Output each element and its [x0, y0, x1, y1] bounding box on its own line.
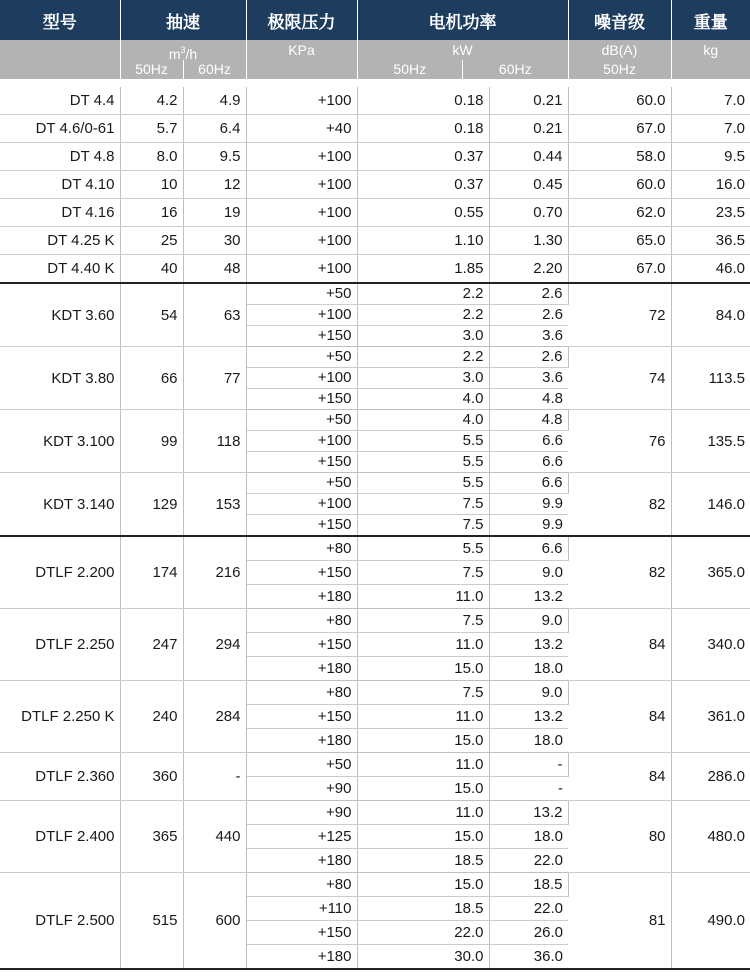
model-cell: DTLF 2.360 [0, 753, 120, 801]
unit-row [0, 40, 750, 79]
power-60hz-cell: 13.2 [489, 705, 568, 729]
pressure-cell: +150 [246, 705, 357, 729]
power-60hz-cell: 9.9 [489, 494, 568, 515]
table-row [0, 410, 750, 431]
power-50hz-cell: 7.5 [357, 515, 489, 537]
model-cell: DT 4.25 K [0, 227, 120, 255]
power-50hz-cell: 11.0 [357, 753, 489, 777]
pressure-cell: +90 [246, 801, 357, 825]
speed-60hz-cell: 19 [183, 199, 246, 227]
pressure-cell: +150 [246, 921, 357, 945]
table-row [0, 536, 750, 561]
power-50hz-cell: 15.0 [357, 777, 489, 801]
speed-50hz-cell: 515 [120, 873, 183, 970]
noise-cell: 84 [568, 753, 671, 801]
header-power: 电机功率 [357, 0, 568, 40]
power-60hz-cell: - [489, 777, 568, 801]
power-50hz-cell: 22.0 [357, 921, 489, 945]
pressure-cell: +100 [246, 199, 357, 227]
pressure-cell: +80 [246, 681, 357, 705]
power-50hz-cell: 7.5 [357, 494, 489, 515]
power-60hz-cell: 22.0 [489, 897, 568, 921]
power-60hz-cell: 2.6 [489, 283, 568, 305]
table-row [0, 87, 750, 115]
power-50hz-cell: 15.0 [357, 825, 489, 849]
model-cell: DT 4.8 [0, 143, 120, 171]
power-60hz-cell: 4.8 [489, 410, 568, 431]
noise-cell: 74 [568, 347, 671, 410]
header-pressure: 极限压力 [246, 0, 357, 40]
noise-cell: 84 [568, 681, 671, 753]
power-60hz-cell: 0.21 [489, 115, 568, 143]
table-row [0, 873, 750, 897]
power-60hz-cell: 2.6 [489, 305, 568, 326]
header-weight: 重量 [671, 0, 750, 40]
speed-60hz-cell: 118 [183, 410, 246, 473]
model-cell: DTLF 2.250 [0, 609, 120, 681]
power-60hz-cell: 9.0 [489, 681, 568, 705]
model-cell: DT 4.4 [0, 87, 120, 115]
pressure-cell: +100 [246, 143, 357, 171]
table-row [0, 347, 750, 368]
power-60hz-cell: 2.20 [489, 255, 568, 284]
power-60hz-cell: 6.6 [489, 431, 568, 452]
model-cell: DTLF 2.400 [0, 801, 120, 873]
power-50hz-cell: 5.5 [357, 473, 489, 494]
power-50hz-cell: 3.0 [357, 368, 489, 389]
unit-power: kW 50Hz 60Hz [357, 40, 568, 79]
power-50hz-cell: 15.0 [357, 657, 489, 681]
weight-cell: 16.0 [671, 171, 750, 199]
noise-cell: 82 [568, 473, 671, 537]
weight-cell: 340.0 [671, 609, 750, 681]
speed-50hz-label: 50Hz [135, 61, 168, 77]
power-60hz-cell: 0.70 [489, 199, 568, 227]
model-cell: DT 4.6/0-61 [0, 115, 120, 143]
speed-60hz-cell: 153 [183, 473, 246, 537]
power-60hz-cell: 0.21 [489, 87, 568, 115]
power-60hz-cell: 36.0 [489, 945, 568, 970]
table-row [0, 473, 750, 494]
header-speed: 抽速 [120, 0, 246, 40]
power-60hz-cell: 4.8 [489, 389, 568, 410]
power-50hz-cell: 2.2 [357, 347, 489, 368]
noise-cell: 67.0 [568, 115, 671, 143]
table-row [0, 115, 750, 143]
weight-cell: 36.5 [671, 227, 750, 255]
power-50hz-cell: 11.0 [357, 633, 489, 657]
speed-50hz-cell: 99 [120, 410, 183, 473]
power-50hz-cell: 3.0 [357, 326, 489, 347]
power-50hz-cell: 18.5 [357, 897, 489, 921]
speed-60hz-cell: 294 [183, 609, 246, 681]
pressure-cell: +50 [246, 410, 357, 431]
power-60hz-cell: 3.6 [489, 368, 568, 389]
noise-cell: 72 [568, 283, 671, 347]
pressure-cell: +50 [246, 347, 357, 368]
power-50hz-cell: 5.5 [357, 452, 489, 473]
power-60hz-cell: 18.0 [489, 657, 568, 681]
speed-60hz-cell: 12 [183, 171, 246, 199]
weight-cell: 146.0 [671, 473, 750, 537]
power-50hz-cell: 7.5 [357, 681, 489, 705]
power-50hz-cell: 11.0 [357, 705, 489, 729]
power-60hz-cell: 0.45 [489, 171, 568, 199]
pressure-cell: +100 [246, 255, 357, 284]
weight-cell: 113.5 [671, 347, 750, 410]
weight-cell: 23.5 [671, 199, 750, 227]
power-50hz-cell: 0.18 [357, 87, 489, 115]
power-60hz-cell: 6.6 [489, 473, 568, 494]
unit-speed: $m^3/h$ 50Hz 60Hz [120, 40, 246, 79]
weight-cell: 480.0 [671, 801, 750, 873]
pressure-cell: +80 [246, 609, 357, 633]
header-noise: 噪音级 [568, 0, 671, 40]
power-50hz-cell: 2.2 [357, 305, 489, 326]
speed-50hz-cell: 365 [120, 801, 183, 873]
weight-cell: 84.0 [671, 283, 750, 347]
weight-cell: 46.0 [671, 255, 750, 284]
pressure-cell: +150 [246, 326, 357, 347]
power-60hz-cell: 9.0 [489, 609, 568, 633]
power-60hz-cell: 0.44 [489, 143, 568, 171]
power-50hz-cell: 0.37 [357, 171, 489, 199]
noise-cell: 67.0 [568, 255, 671, 284]
unit-noise: dB(A) 50Hz [568, 40, 671, 79]
pressure-cell: +50 [246, 753, 357, 777]
table-row [0, 801, 750, 825]
power-60hz-cell: 9.0 [489, 561, 568, 585]
pressure-cell: +110 [246, 897, 357, 921]
model-cell: DTLF 2.200 [0, 536, 120, 609]
speed-60hz-cell: 30 [183, 227, 246, 255]
power-50hz-cell: 11.0 [357, 801, 489, 825]
power-60hz-cell: 6.6 [489, 452, 568, 473]
power-50hz-cell: 0.18 [357, 115, 489, 143]
speed-60hz-cell: 77 [183, 347, 246, 410]
weight-cell: 9.5 [671, 143, 750, 171]
table-row [0, 171, 750, 199]
table-row [0, 609, 750, 633]
noise-cell: 60.0 [568, 87, 671, 115]
pressure-cell: +80 [246, 536, 357, 561]
speed-50hz-cell: 240 [120, 681, 183, 753]
pressure-cell: +100 [246, 431, 357, 452]
power-60hz-cell: 9.9 [489, 515, 568, 537]
speed-50hz-cell: 174 [120, 536, 183, 609]
pressure-cell: +150 [246, 633, 357, 657]
power-50hz-cell: 1.85 [357, 255, 489, 284]
weight-cell: 286.0 [671, 753, 750, 801]
speed-50hz-cell: 25 [120, 227, 183, 255]
pressure-cell: +100 [246, 305, 357, 326]
power-50hz-cell: 4.0 [357, 389, 489, 410]
pressure-cell: +150 [246, 452, 357, 473]
power-60hz-cell: 18.0 [489, 825, 568, 849]
header-model: 型号 [0, 0, 120, 40]
noise-cell: 65.0 [568, 227, 671, 255]
speed-60hz-cell: 6.4 [183, 115, 246, 143]
model-cell: DT 4.16 [0, 199, 120, 227]
power-50hz-cell: 7.5 [357, 609, 489, 633]
pressure-cell: +100 [246, 494, 357, 515]
pressure-cell: +180 [246, 729, 357, 753]
power-50hz-cell: 15.0 [357, 729, 489, 753]
power-60hz-cell: 6.6 [489, 536, 568, 561]
table-row [0, 681, 750, 705]
unit-model [0, 40, 120, 79]
table-row [0, 199, 750, 227]
power-50hz-cell: 5.5 [357, 431, 489, 452]
unit-weight: kg [671, 40, 750, 79]
model-cell: DT 4.10 [0, 171, 120, 199]
power-60hz-cell: 2.6 [489, 347, 568, 368]
weight-cell: 7.0 [671, 115, 750, 143]
pressure-cell: +150 [246, 515, 357, 537]
power-50hz-cell: 0.37 [357, 143, 489, 171]
speed-50hz-cell: 16 [120, 199, 183, 227]
power-50hz-cell: 4.0 [357, 410, 489, 431]
group-kdt [0, 283, 750, 536]
speed-60hz-cell: 284 [183, 681, 246, 753]
speed-50hz-cell: 4.2 [120, 87, 183, 115]
power-60hz-cell: 13.2 [489, 801, 568, 825]
noise-cell: 62.0 [568, 199, 671, 227]
power-60hz-cell: 13.2 [489, 633, 568, 657]
table-row [0, 227, 750, 255]
unit-pressure: KPa [246, 40, 357, 79]
weight-cell: 361.0 [671, 681, 750, 753]
speed-60hz-cell: 9.5 [183, 143, 246, 171]
table-row [0, 753, 750, 777]
speed-60hz-cell: 440 [183, 801, 246, 873]
pressure-cell: +50 [246, 283, 357, 305]
noise-cell: 76 [568, 410, 671, 473]
pressure-cell: +40 [246, 115, 357, 143]
power-50hz-cell: 18.5 [357, 849, 489, 873]
speed-50hz-cell: 247 [120, 609, 183, 681]
model-cell: DTLF 2.500 [0, 873, 120, 970]
speed-50hz-cell: 54 [120, 283, 183, 347]
model-cell: DTLF 2.250 K [0, 681, 120, 753]
group-dt [0, 87, 750, 283]
pressure-cell: +180 [246, 849, 357, 873]
speed-60hz-cell: 216 [183, 536, 246, 609]
noise-cell: 80 [568, 801, 671, 873]
speed-60hz-cell: 600 [183, 873, 246, 970]
speed-50hz-cell: 360 [120, 753, 183, 801]
model-cell: KDT 3.80 [0, 347, 120, 410]
weight-cell: 135.5 [671, 410, 750, 473]
noise-cell: 82 [568, 536, 671, 609]
power-60hz-cell: 13.2 [489, 585, 568, 609]
speed-50hz-cell: 40 [120, 255, 183, 284]
power-50hz-cell: 11.0 [357, 585, 489, 609]
table-row [0, 255, 750, 284]
pressure-cell: +100 [246, 227, 357, 255]
pressure-cell: +180 [246, 657, 357, 681]
speed-60hz-cell: 48 [183, 255, 246, 284]
power-50hz-cell: 2.2 [357, 283, 489, 305]
speed-50hz-cell: 66 [120, 347, 183, 410]
pressure-cell: +180 [246, 945, 357, 970]
power-60hz-cell: 18.5 [489, 873, 568, 897]
speed-50hz-cell: 129 [120, 473, 183, 537]
power-60hz-cell: - [489, 753, 568, 777]
power-60hz-cell: 26.0 [489, 921, 568, 945]
noise-cell: 60.0 [568, 171, 671, 199]
weight-cell: 7.0 [671, 87, 750, 115]
model-cell: KDT 3.100 [0, 410, 120, 473]
power-50hz-cell: 1.10 [357, 227, 489, 255]
model-cell: DT 4.40 K [0, 255, 120, 284]
power-60hz-cell: 22.0 [489, 849, 568, 873]
table-row [0, 143, 750, 171]
speed-60hz-label: 60Hz [183, 60, 246, 79]
group-dtlf [0, 536, 750, 969]
power-50hz-label: 50Hz [393, 61, 427, 77]
noise-cell: 84 [568, 609, 671, 681]
pressure-cell: +80 [246, 873, 357, 897]
power-50hz-cell: 7.5 [357, 561, 489, 585]
weight-cell: 365.0 [671, 536, 750, 609]
speed-50hz-cell: 5.7 [120, 115, 183, 143]
weight-cell: 490.0 [671, 873, 750, 970]
speed-60hz-cell: - [183, 753, 246, 801]
model-cell: KDT 3.60 [0, 283, 120, 347]
power-50hz-cell: 0.55 [357, 199, 489, 227]
pressure-cell: +100 [246, 368, 357, 389]
pressure-cell: +150 [246, 561, 357, 585]
power-60hz-label: 60Hz [462, 60, 568, 79]
power-60hz-cell: 1.30 [489, 227, 568, 255]
power-50hz-cell: 30.0 [357, 945, 489, 970]
pressure-cell: +100 [246, 171, 357, 199]
pressure-cell: +150 [246, 389, 357, 410]
pressure-cell: +50 [246, 473, 357, 494]
header-row [0, 0, 750, 40]
pressure-cell: +100 [246, 87, 357, 115]
pressure-cell: +180 [246, 585, 357, 609]
power-50hz-cell: 5.5 [357, 536, 489, 561]
pressure-cell: +90 [246, 777, 357, 801]
power-60hz-cell: 18.0 [489, 729, 568, 753]
speed-60hz-cell: 4.9 [183, 87, 246, 115]
table-row [0, 283, 750, 305]
model-cell: KDT 3.140 [0, 473, 120, 537]
speed-50hz-cell: 10 [120, 171, 183, 199]
speed-50hz-cell: 8.0 [120, 143, 183, 171]
power-50hz-cell: 15.0 [357, 873, 489, 897]
speed-60hz-cell: 63 [183, 283, 246, 347]
noise-cell: 81 [568, 873, 671, 970]
noise-cell: 58.0 [568, 143, 671, 171]
power-60hz-cell: 3.6 [489, 326, 568, 347]
pressure-cell: +125 [246, 825, 357, 849]
